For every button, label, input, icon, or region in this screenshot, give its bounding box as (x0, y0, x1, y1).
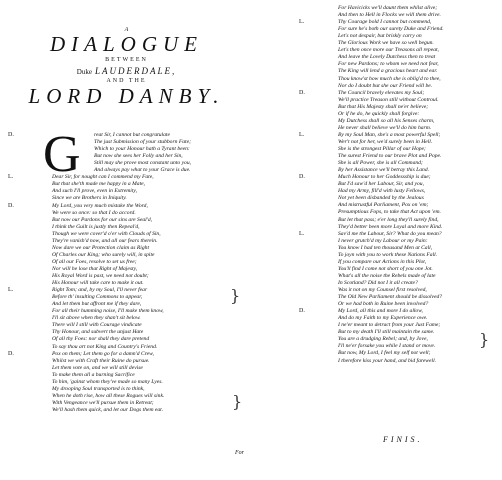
verse-line: Which to your Honour hath a Tyrant been: (94, 146, 190, 153)
brace-mark: } (232, 392, 243, 411)
title-duke-prefix: Duke (76, 68, 92, 76)
verse-line: Of all our Foes, resolve to set us free; (52, 258, 137, 265)
title-lauderdale-name: LAUDERDALE, (94, 66, 177, 76)
verse-line: Sav'd me the Labour, Sir? What do you mean? (338, 230, 442, 237)
verse-line: The King will lend a gracious heart and ear. (338, 68, 438, 75)
speaker-label: L. (8, 287, 14, 294)
verse-line: With Vengeance we'll pursue them in Retreat; (52, 399, 154, 406)
verse-line: And always pay what to your Grace is due. (94, 167, 191, 174)
verse-line: reat Sir, I cannot but congratulate (94, 132, 170, 138)
speaker-label: L. (299, 230, 305, 237)
verse-line: She is the strongest Pillar of our Hope; (338, 146, 426, 152)
verse-line: By her Assistance we'll betray this Land. (338, 167, 430, 174)
speaker-label: D. (299, 89, 305, 96)
verse-line: And let them but affront me if they dare, (52, 301, 142, 308)
verse-line: My Lord, all this and more I do allow, (338, 308, 423, 315)
verse-line: My drooping Soul transported is to think, (52, 385, 145, 392)
verse-line: And mistrustful Parliament, Pox on 'em; (338, 202, 429, 209)
verse-line: Thy Courage bold I cannot but commend, (338, 19, 432, 26)
verse-line: Thy Honour, and subvert the unjust Hate (52, 329, 144, 336)
verse-line: I think the Guilt is justly then Repeal'd, (52, 223, 140, 230)
speaker-label: L. (8, 174, 14, 181)
verse-line: The Glorious Work we have so well begun. (338, 40, 434, 47)
verse-line: But that His Majesty shall ne'er believe; (338, 103, 429, 110)
verse-line: And do my Faith to my Experience owe. (338, 315, 428, 322)
verse-line: Before th' insulting Commons to appear, (52, 294, 143, 301)
verse-line: But now, My Lord, I feel my self not well; (338, 350, 431, 357)
verse-line: Nor do I doubt but she our Friend will be. (338, 82, 433, 89)
verse-line: And such I'll prove, even in Extremity, (52, 188, 137, 195)
verse-line: For sure he's both our surety Duke and Friend. (338, 26, 444, 33)
verse-line: His Honour will take care to make it out. (52, 280, 144, 287)
verse-line: Not yet been disbanded by the Jealous (338, 195, 424, 202)
title-lord-danby: LORD DANBY. (28, 84, 225, 108)
verse-line: I therefore kiss your hand, and bid farewell. (338, 357, 437, 364)
verse-line: To him, 'gainst whom they've made so many Lyes. (52, 378, 163, 385)
verse-line: But let that pass; e'er long they'll surely find, (338, 216, 439, 223)
verse-line: Nor will he lose that Right of Majesty, (52, 265, 138, 272)
title-dialogue: DIALOGUE (50, 32, 203, 56)
finis: FINIS. (383, 435, 423, 444)
verse-line: Had my Army, fill'd with lusty Fellows, (338, 188, 426, 195)
verse-line: We'll hash them quick, and let our Dogs them eat. (52, 406, 164, 413)
verse-line: I'll sit above when they shan't sit below. (52, 315, 141, 322)
verse-line: Or if he do, he quickly shall forgive: (338, 110, 420, 117)
verse-line: His Royal Word is past, we need not doubt; (52, 273, 149, 279)
speaker-label: D. (299, 174, 305, 181)
verse-line: For new Pardons; to whom we need not fear, (338, 61, 439, 68)
verse-line: The Old New Parliament should be dissolved? (338, 294, 443, 301)
verse-line: But that she'th made me happy in a Mate, (52, 181, 146, 188)
verse-line: Though we were cover'd o'er with Clouds of Sin, (52, 230, 161, 237)
verse-line: To make them all a burning Sacrifice (52, 371, 135, 378)
verse-line: I never grutch'd my Labour or my Pain: (338, 237, 428, 244)
verse-line: When he doth rise, how all these Rogues will sink. (52, 392, 165, 399)
verse-line: Still may she prove most constant unto you, (94, 160, 192, 167)
verse-line: What's all the noise the Rebels made of late (338, 272, 436, 279)
verse-line: If you compare our Actions in this Plot, (338, 258, 427, 265)
verse-line: You'll find I come not short of you one Jot. (338, 265, 433, 272)
verse-line: Or we had both in Ruine been involved? (338, 301, 429, 308)
verse-line: My Lord, you very much mistake the Word, (52, 202, 148, 209)
title-and-the: AND THE (106, 78, 147, 84)
verse-line: But now our Pardons for our sins are Seal'd, (52, 216, 153, 223)
drop-cap: G (43, 126, 81, 183)
verse-line: For all their humming noise, I'll make them know, (52, 308, 164, 315)
verse-line: In Scotland? Did not I it all create? (338, 279, 418, 286)
verse-line: And then to Hell in Flocks we will them drive. (338, 12, 441, 19)
verse-line: By my Soul Man, she's a most powerful Spell; (338, 131, 441, 138)
title-between: BETWEEN (105, 57, 148, 63)
verse-line: She is all Power, she is all Command; (338, 160, 423, 167)
speaker-label: D. (8, 132, 14, 138)
verse-line: Let's not despair, but briskly carry on (338, 33, 422, 40)
verse-line: Let them vote on, and we will still devise (52, 364, 143, 371)
verse-line: Right Tom; and, by my Soul, I'll never fear (52, 287, 148, 294)
title-article: A (124, 27, 129, 33)
verse-line: But now she sees her Folly and her Sin, (94, 153, 183, 160)
verse-line: I'll ne'er forsake you while I stand or move. (338, 343, 436, 350)
verse-line: There will I still with Courage vindicate (52, 322, 142, 329)
verse-line: To say thou art not King and Country's Friend. (52, 343, 158, 350)
speaker-label: L. (299, 131, 305, 138)
verse-line: For Havicicks we'll daunt them whilst alive; (338, 5, 438, 11)
verse-line: He never shall believe we'll do him harm. (338, 124, 432, 131)
verse-line: They're vanish'd now, and all our fears therein. (52, 237, 158, 244)
verse-line: To joyn with you to work these Nations Fall. (338, 251, 438, 258)
verse-line: But to my death I'll still maintain the same. (338, 329, 435, 336)
speaker-label: L. (299, 19, 305, 26)
verse-line: Of Charles our King; who surely will, in spite (52, 251, 155, 258)
verse-line: Since we are Brothers in Iniquity. (52, 195, 127, 202)
verse-line: We'll practice Treason still without Controul. (338, 96, 439, 103)
verse-line: They'd better been more Loyal and more Kind. (338, 223, 443, 230)
verse-line: But I'd saw'd her Labour, Sir, and you, (338, 181, 424, 188)
brace-mark: } (479, 330, 490, 349)
verse-line: Presumptious Fops, to take that Act upon 'em. (338, 209, 441, 216)
brace-mark: } (230, 286, 241, 305)
verse-line: And leave the Lovely Dutchess then to treat (338, 54, 436, 61)
verse-line: Let's then once more our Treasons all repeat, (338, 47, 439, 54)
verse-line: Thou know'st how much she is oblig'd to thee, (338, 75, 441, 82)
verse-line: Of all thy Foes: nor shall they dare pretend (52, 336, 150, 343)
verse-line: Dear Sir, for nought can I commend my Fate, (52, 174, 154, 181)
catchword: For (235, 450, 244, 456)
verse-line: We were so once: so that I do accord. (52, 209, 136, 216)
verse-line: The just Submission of your stubborn Fate; (94, 139, 191, 146)
verse-line: Whilst we with Craft their Ruine do pursue. (52, 357, 150, 364)
verse-line: Now dare we our Protection claim as Right (52, 244, 150, 251)
verse-line: You know I had ten thousand Men at Call, (338, 244, 433, 251)
verse-line: The surest Friend to our brave Plot and Pope. (338, 153, 442, 160)
verse-line: Much Honour to her Goddessship is due; (338, 174, 431, 181)
speaker-label: D. (8, 202, 14, 209)
verse-line: You are a drudging Rebel; and, by Jove, (338, 336, 428, 343)
verse-line: Was it not on my Counsel first resolved, (338, 287, 427, 293)
verse-line: My Dutchess shall so all his Senses charm, (338, 117, 435, 124)
verse-line: Pox on them; Let them go for a damn'd Crew, (52, 350, 154, 357)
verse-line: Wer't not for her, we'd surely been in Hell. (338, 138, 433, 145)
title-lauderdale (0, 66, 253, 76)
verse-line: I ne'er meant to detract from your Just Fame; (338, 322, 441, 329)
speaker-label: D. (299, 308, 305, 315)
verse-line: The Council bravely elevates my Soul; (338, 89, 425, 96)
speaker-label: D. (8, 350, 14, 357)
